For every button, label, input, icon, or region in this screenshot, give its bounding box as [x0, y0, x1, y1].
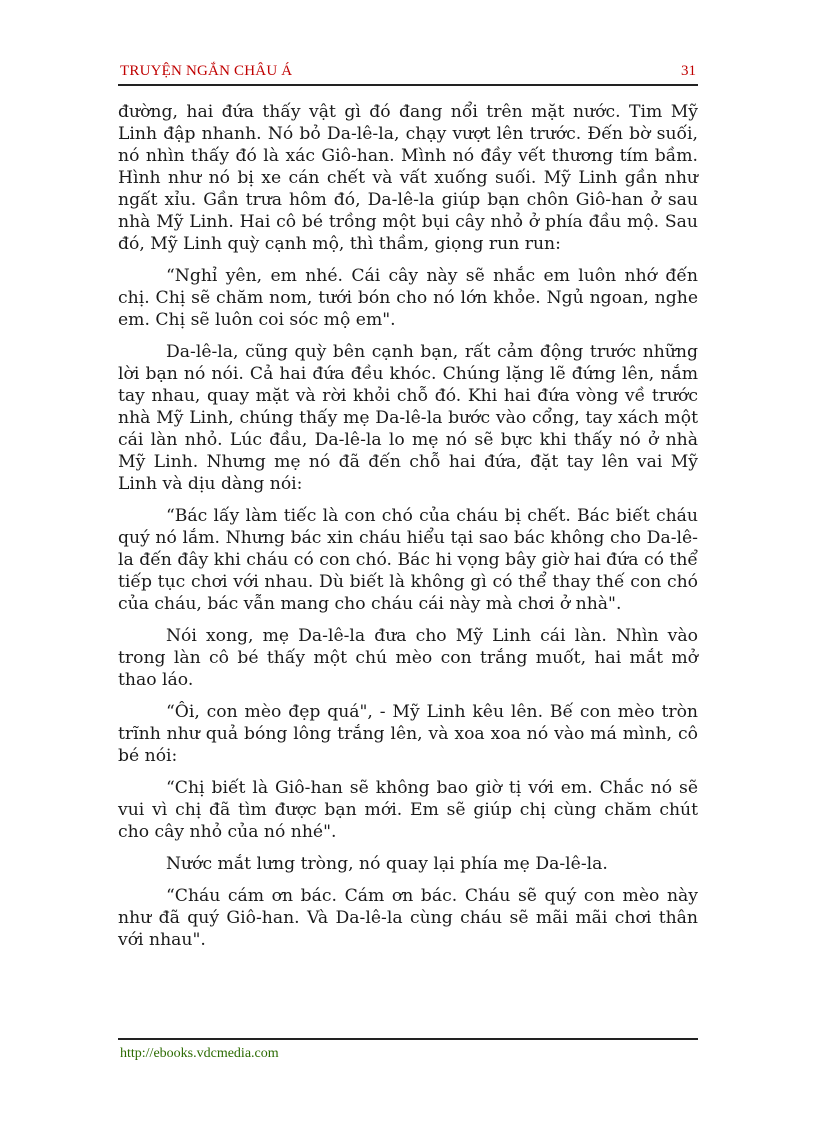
paragraph: Nói xong, mẹ Da-lê-la đưa cho Mỹ Linh cái làn. Nhìn vào trong làn cô bé thấy một chú mèo con trắng muốt, hai mắt mở thao láo.	[118, 626, 698, 690]
paragraph: Nước mắt lưng tròng, nó quay lại phía mẹ Da-lê-la.	[166, 854, 608, 874]
book-title: TRUYỆN NGẮN CHÂU Á	[120, 63, 293, 79]
footer-divider	[118, 1038, 698, 1040]
paragraph: “Chị biết là Giô-han sẽ không bao giờ tị với em. Chắc nó sẽ vui vì chị đã tìm được bạn mới. Em sẽ giúp chị cùng chăm chút cho cây nhỏ của nó nhé".	[118, 778, 698, 842]
page-body	[118, 101, 698, 961]
page-number: 31	[681, 63, 696, 79]
footer-url[interactable]: http://ebooks.vdcmedia.com	[120, 1046, 279, 1061]
paragraph: “Cháu cám ơn bác. Cám ơn bác. Cháu sẽ quý con mèo này như đã quý Giô-han. Và Da-lê-la cùng cháu sẽ mãi mãi chơi thân với nhau".	[118, 886, 698, 950]
paragraph: “Nghỉ yên, em nhé. Cái cây này sẽ nhắc em luôn nhớ đến chị. Chị sẽ chăm nom, tưới bón cho nó lớn khỏe. Ngủ ngoan, nghe em. Chị sẽ luôn coi sóc mộ em".	[118, 266, 698, 330]
paragraph: “Bác lấy làm tiếc là con chó của cháu bị chết. Bác biết cháu quý nó lắm. Nhưng bác xin cháu hiểu tại sao bác không cho Da-lê-la đến đây khi cháu có con chó. Bác hi vọng bây giờ hai đứa có thể tiếp tục chơi với nhau. Dù biết là không gì có thể thay thế con chó của cháu, bác vẫn mang cho cháu cái này mà chơi ở nhà".	[118, 506, 698, 614]
paragraph: đường, hai đứa thấy vật gì đó đang nổi trên mặt nước. Tim Mỹ Linh đập nhanh. Nó bỏ Da-lê-la, chạy vượt lên trước. Đến bờ suối, nó nhìn thấy đó là xác Giô-han. Mình nó đầy vết thương tím bầm. Hình như nó bị xe cán chết và vất xuống suối. Mỹ Linh gần như ngất xỉu. Gần trưa hôm đó, Da-lê-la giúp bạn chôn Giô-han ở sau nhà Mỹ Linh. Hai cô bé trồng một bụi cây nhỏ ở phía đầu mộ. Sau đó, Mỹ Linh quỳ cạnh mộ, thì thầm, giọng run run:	[118, 102, 698, 254]
paragraph: Da-lê-la, cũng quỳ bên cạnh bạn, rất cảm động trước những lời bạn nó nói. Cả hai đứa đều khóc. Chúng lặng lẽ đứng lên, nắm tay nhau, quay mặt và rời khỏi chỗ đó. Khi hai đứa vòng về trước nhà Mỹ Linh, chúng thấy mẹ Da-lê-la bước vào cổng, tay xách một cái làn nhỏ. Lúc đầu, Da-lê-la lo mẹ nó sẽ bực khi thấy nó ở nhà Mỹ Linh. Nhưng mẹ nó đã đến chỗ hai đứa, đặt tay lên vai Mỹ Linh và dịu dàng nói:	[118, 342, 698, 494]
page-header	[118, 60, 698, 86]
paragraph: “Ôi, con mèo đẹp quá", - Mỹ Linh kêu lên. Bế con mèo tròn trĩnh như quả bóng lông trắng lên, và xoa xoa nó vào má mình, cô bé nói:	[118, 702, 698, 766]
